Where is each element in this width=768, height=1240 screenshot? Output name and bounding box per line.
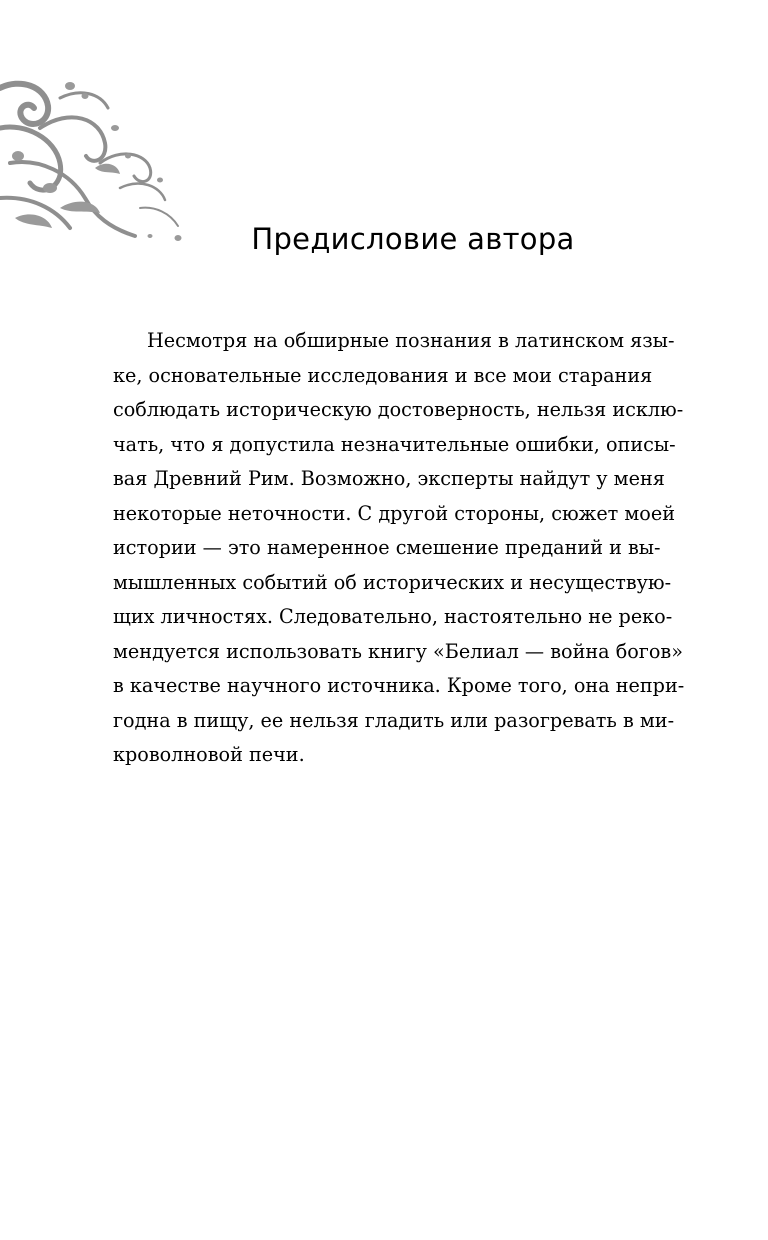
preface-paragraph (113, 324, 685, 773)
paragraph-line: годна в пищу, ее нельзя гладить или разогревать в ми- (113, 708, 675, 732)
paragraph-line: ке, основательные исследования и все мои старания (113, 363, 653, 387)
paragraph-line: мендуется использовать книгу «Белиал — война богов» (113, 639, 683, 663)
paragraph-line: истории — это намеренное смешение преданий и вы- (113, 536, 661, 559)
chapter-title: Предисловие автора (251, 222, 575, 256)
paragraph-line: некоторые неточности. С другой стороны, сюжет моей (113, 501, 676, 525)
paragraph-line: чать, что я допустила незначительные ошибки, описы- (113, 432, 676, 456)
paragraph-line: соблюдать историческую достоверность, нельзя исклю- (113, 398, 684, 421)
paragraph-line: Несмотря на обширные познания в латинском язы- (147, 329, 675, 352)
floral-swirl-ornament-icon (0, 68, 190, 248)
paragraph-line: кроволновой печи. (113, 743, 305, 766)
paragraph-line: в качестве научного источника. Кроме того, она непри- (113, 674, 685, 697)
paragraph-line: щих личностях. Следовательно, настоятельно не реко- (113, 605, 673, 628)
paragraph-line: мышленных событий об исторических и несуществую- (113, 570, 672, 594)
paragraph-line: вая Древний Рим. Возможно, эксперты найдут у меня (113, 467, 665, 490)
